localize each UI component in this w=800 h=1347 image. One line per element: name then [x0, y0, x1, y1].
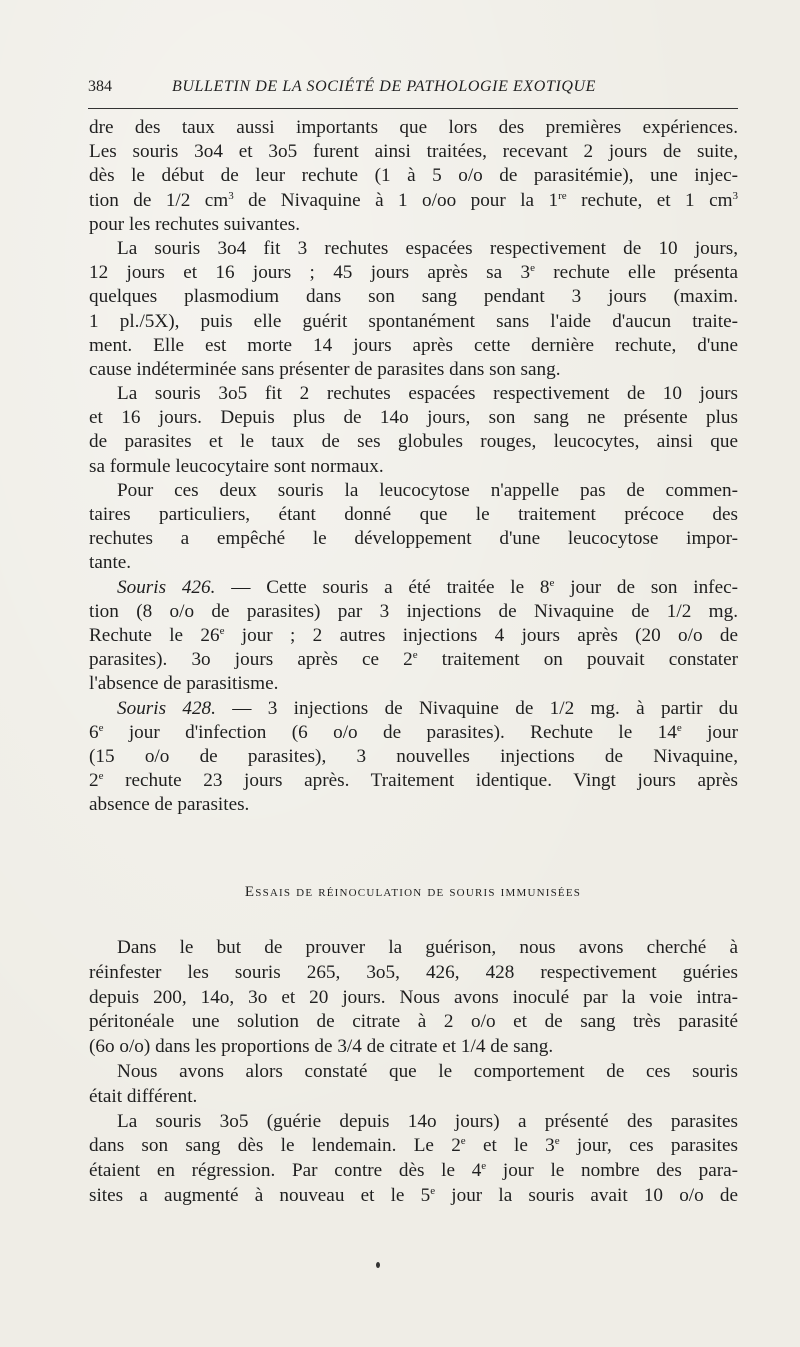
text-line: Nous avons alors constaté que le comportement de ces souris [117, 1060, 738, 1082]
text-segment: jour [681, 721, 738, 743]
header-rule [88, 108, 738, 109]
superscript: e [412, 649, 418, 662]
text-line: depuis 200, 14o, 3o et 20 jours. Nous avons inoculé par la voie intra- [89, 986, 738, 1008]
text-segment: jour la souris avait 10 o/o de [435, 1184, 738, 1206]
text-line [89, 261, 738, 285]
section-body-text [89, 936, 738, 1209]
superscript: e [530, 262, 535, 275]
superscript: re [558, 189, 567, 202]
body-text [89, 116, 738, 817]
text-line: tante. [89, 552, 132, 574]
text-segment: 12 jours et 16 jours ; 45 jours après sa 3 [89, 262, 531, 284]
text-segment: jour d'infection (6 o/o de parasites). Rechute le 14 [103, 721, 677, 743]
text-segment: rechute elle présenta [534, 262, 738, 284]
superscript: e [460, 1135, 466, 1148]
text-segment: — Cette souris a été traitée le 8 [215, 576, 550, 598]
text-line: et 16 jours. Depuis plus de 14o jours, son sang ne présente plus [89, 407, 738, 429]
text-line: La souris 3o4 fit 3 rechutes espacées respectivement de 10 jours, [117, 237, 738, 259]
superscript: e [676, 721, 682, 734]
text-segment: — 3 injections de Nivaquine de 1/2 mg. à partir du [215, 697, 738, 719]
section-title [88, 884, 738, 901]
text-line: tion (8 o/o de parasites) par 3 injections de Nivaquine de 1/2 mg. [89, 600, 738, 622]
italic-heading: Souris 426. [117, 576, 216, 598]
text-line [89, 697, 738, 721]
superscript: 3 [732, 189, 739, 202]
text-segment: jour le nombre des para- [486, 1160, 739, 1182]
italic-heading: Souris 428. [117, 697, 216, 719]
page-header [88, 74, 738, 104]
text-line [89, 648, 738, 672]
running-title: BULLETIN DE LA SOCIÉTÉ DE PATHOLOGIE EXOTIQUE [172, 78, 597, 95]
text-segment: tion de 1/2 cm [89, 189, 229, 211]
text-line: Les souris 3o4 et 3o5 furent ainsi traitées, recevant 2 jours de suite, [89, 141, 738, 163]
ink-speck [376, 1262, 380, 1268]
text-line: dre des taux aussi importants que lors des premières expériences. [89, 117, 738, 138]
superscript: 3 [228, 189, 234, 202]
text-line: (15 o/o de parasites), 3 nouvelles injections de Nivaquine, [89, 745, 738, 767]
text-line: péritonéale une solution de citrate à 2 o/o et de sang très parasité [89, 1011, 738, 1033]
text-segment: jour ; 2 autres injections 4 jours après (20 o/o de [224, 624, 738, 646]
text-line [89, 1159, 738, 1184]
text-segment: Rechute le 26 [89, 624, 220, 646]
section-title-text: Essais de réinoculation de souris immunisées [244, 884, 582, 900]
text-line [89, 189, 738, 213]
text-segment: étaient en régression. Par contre dès le 4 [89, 1160, 482, 1182]
text-line: cause indéterminée sans présenter de parasites dans son sang. [89, 358, 561, 380]
text-line: dès le début de leur rechute (1 à 5 o/o de parasitémie), une injec- [89, 165, 738, 187]
text-segment: rechute 23 jours après. Traitement identique. Vingt jours après [103, 770, 738, 792]
superscript: e [549, 576, 555, 589]
page-number: 384 [88, 78, 112, 95]
text-segment: parasites). 3o jours après ce 2 [89, 649, 413, 671]
superscript: e [554, 1135, 560, 1148]
text-line: ment. Elle est morte 14 jours après cette dernière rechute, d'une [89, 334, 738, 356]
superscript: e [98, 721, 104, 734]
superscript: e [481, 1160, 487, 1173]
superscript: e [219, 624, 225, 637]
text-line [89, 624, 738, 648]
text-line [89, 721, 738, 745]
text-line: sa formule leucocytaire sont normaux. [89, 455, 384, 477]
text-segment: de Nivaquine à 1 o/oo pour la 1 [233, 189, 559, 211]
text-segment: traitement on pouvait constater [417, 649, 738, 671]
text-line: rechutes a empêché le développement d'une leucocytose impor- [89, 528, 738, 550]
text-segment: et le 3 [465, 1135, 555, 1157]
text-line: pour les rechutes suivantes. [89, 213, 301, 235]
superscript: e [430, 1184, 436, 1197]
text-line: (6o o/o) dans les proportions de 3/4 de citrate et 1/4 de sang. [89, 1036, 554, 1058]
text-line: quelques plasmodium dans son sang pendant 3 jours (maxim. [89, 286, 738, 308]
text-segment: jour, ces parasites [559, 1135, 738, 1157]
text-line [89, 576, 738, 600]
text-line: l'absence de parasitisme. [89, 673, 279, 695]
superscript: e [98, 770, 104, 783]
text-segment: dans son sang dès le lendemain. Le 2 [89, 1135, 461, 1157]
text-segment: 2 [89, 770, 99, 792]
text-line: de parasites et le taux de ses globules rouges, leucocytes, ainsi que [89, 431, 738, 453]
text-line [89, 769, 738, 793]
text-segment: sites a augmenté à nouveau et le 5 [89, 1184, 431, 1206]
text-line: Dans le but de prouver la guérison, nous avons cherché à [117, 937, 738, 958]
text-line: Pour ces deux souris la leucocytose n'appelle pas de commen- [117, 479, 738, 501]
text-line: La souris 3o5 (guérie depuis 14o jours) a présenté des parasites [117, 1110, 738, 1132]
text-line [89, 1134, 738, 1159]
text-line: était différent. [89, 1085, 198, 1107]
text-line: taires particuliers, étant donné que le traitement précoce des [89, 504, 738, 525]
text-line: La souris 3o5 fit 2 rechutes espacées respectivement de 10 jours [117, 383, 738, 405]
text-segment: rechute, et 1 cm [566, 189, 733, 211]
text-segment: 6 [89, 721, 99, 743]
text-line: absence de parasites. [89, 794, 250, 816]
text-segment: jour de son infec- [554, 576, 738, 598]
text-line: 1 pl./5X), puis elle guérit spontanément sans l'aide d'aucun traite- [89, 310, 738, 332]
text-line [89, 1184, 738, 1209]
text-line: réinfester les souris 265, 3o5, 426, 428 respectivement guéries [89, 961, 738, 983]
